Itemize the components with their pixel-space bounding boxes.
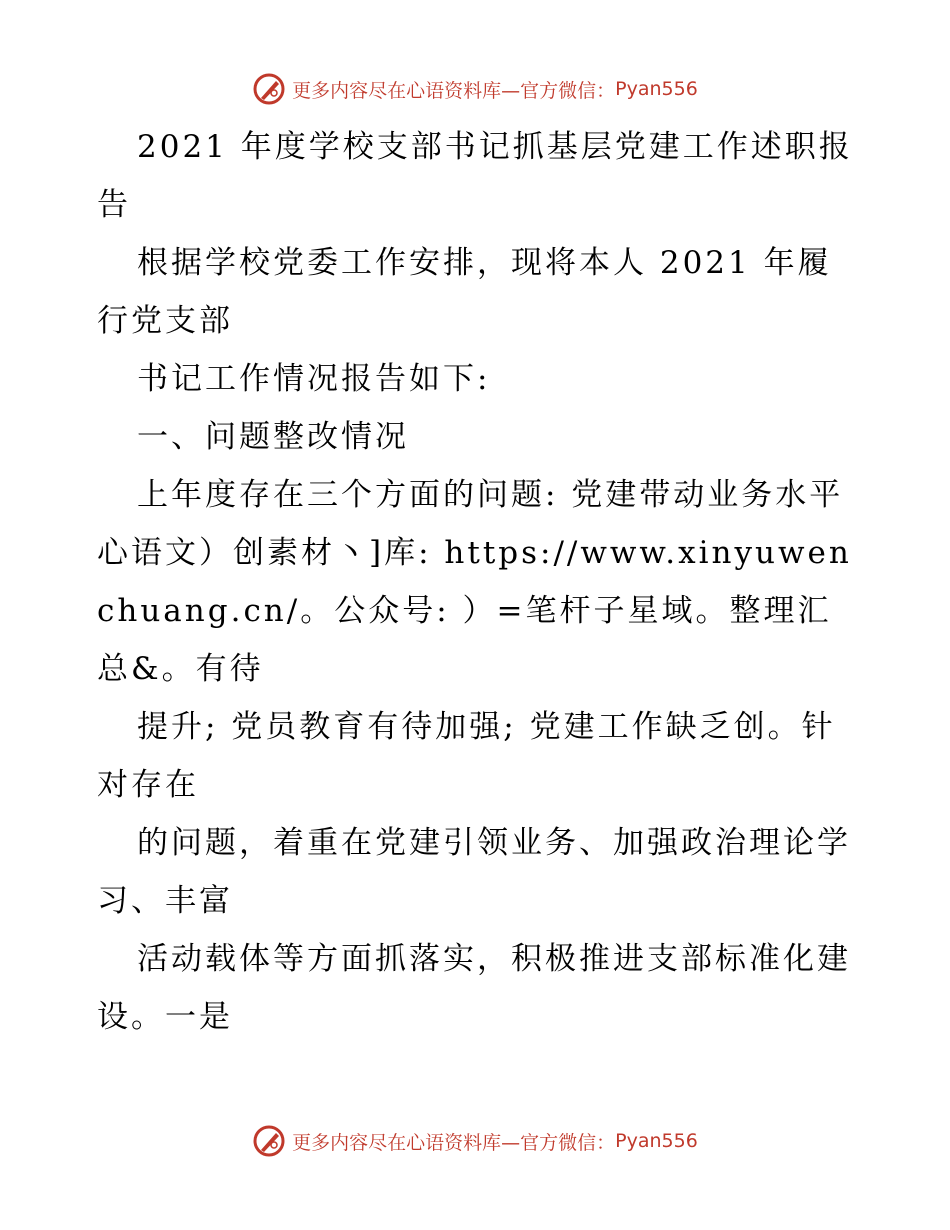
footer-watermark (0, 1124, 950, 1158)
document-body (97, 118, 857, 1046)
pen-circle-logo-icon (252, 1124, 286, 1158)
watermark-wechat-id: Pyan556 (615, 78, 698, 100)
paragraph: 提升; 党员教育有待加强; 党建工作缺乏创。针对存在 (97, 709, 836, 803)
paragraph: 书记工作情况报告如下: (137, 361, 491, 397)
watermark-wechat-id: Pyan556 (615, 1130, 698, 1152)
document-title-paragraph: 2021 年度学校支部书记抓基层党建工作述职报告 (97, 129, 853, 223)
paragraph: 根据学校党委工作安排，现将本人 2021 年履行党支部 (97, 245, 832, 339)
paragraph: 活动载体等方面抓落实，积极推进支部标准化建设。一是 (97, 941, 851, 1035)
watermark-text: 更多内容尽在心语资料库—官方微信： (292, 1131, 616, 1154)
header-watermark (0, 72, 950, 106)
paragraph: 的问题，着重在党建引领业务、加强政治理论学习、丰富 (97, 825, 851, 919)
pen-circle-logo-icon (252, 72, 286, 106)
watermark-text: 更多内容尽在心语资料库—官方微信： (292, 79, 616, 102)
section-heading: 一、问题整改情况 (137, 419, 409, 455)
paragraph: 上年度存在三个方面的问题: 党建带动业务水平心语文）创素材丶]库: https://www.xinyuwenchuang.cn/。公众号: ）=笔杆子星域。整理汇总&。有待 (97, 477, 852, 687)
